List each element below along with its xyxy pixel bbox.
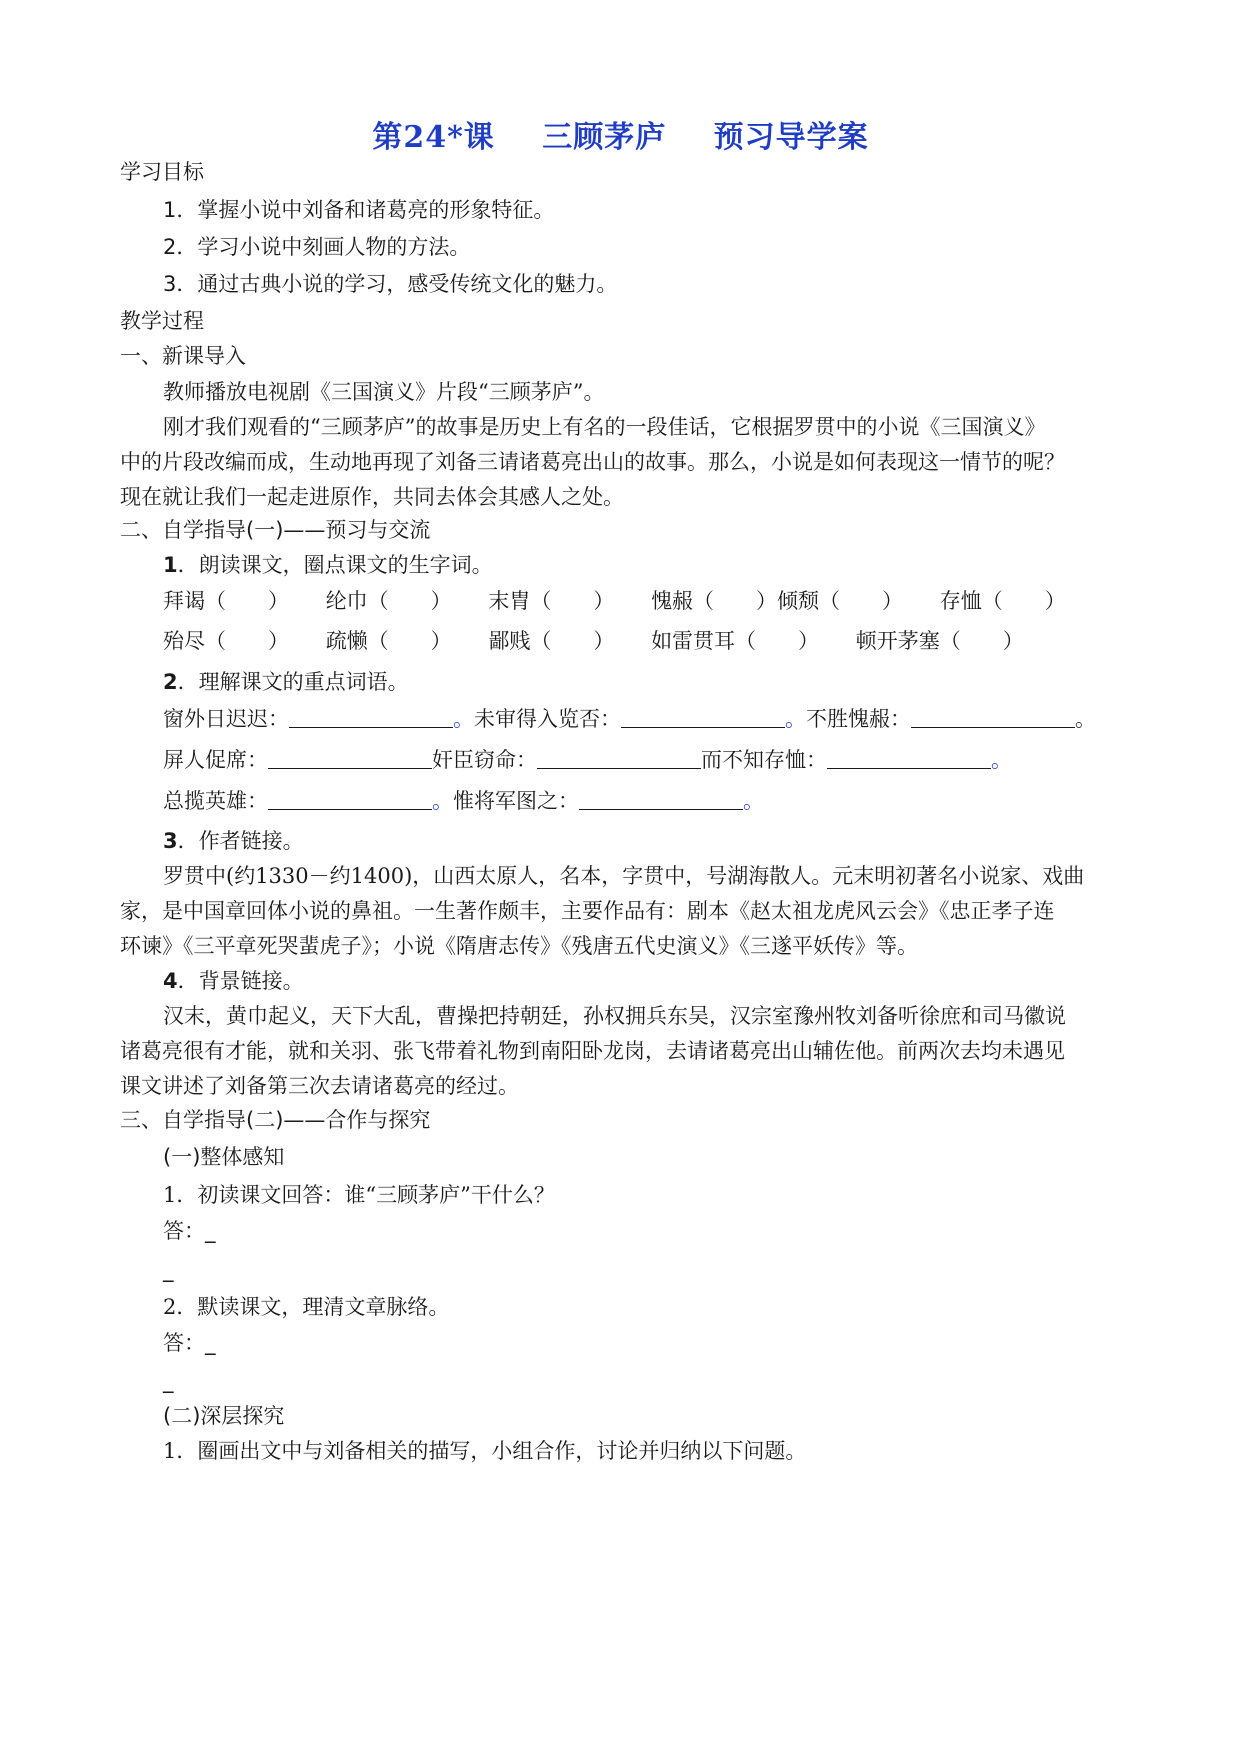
section2-question-4 (163, 967, 304, 995)
term-label: 不胜愧赧： (806, 707, 911, 731)
term-label: 未审得入览否： (474, 707, 621, 731)
section3-heading: 三、自学指导(二)——合作与探究 (120, 1108, 431, 1132)
vocab-item: 愧赧（ ）倾颓（ ） (651, 589, 904, 613)
question-number: 4 (163, 969, 178, 993)
answer-label-2[interactable]: 答：_ (163, 1331, 216, 1355)
section1-paragraph-2-line-3: 现在就让我们一起走进原作，共同去体会其感人之处。 (120, 485, 624, 509)
term-end: 。 (743, 789, 764, 813)
term-label: 窗外日迟迟： (163, 707, 289, 731)
background-line-3: 课文讲述了刘备第三次去请诸葛亮的经过。 (120, 1074, 519, 1098)
question-text: ．作者链接。 (177, 829, 304, 853)
vocab-item: 鄙贱（ ） (488, 629, 615, 653)
vocab-item: 拜谒（ ） (163, 589, 289, 613)
term-label: 而不知存恤： (701, 748, 827, 772)
subsection-overall: (一)整体感知 (163, 1145, 285, 1169)
section1-paragraph-1: 教师播放电视剧《三国演义》片段“三顾茅庐”。 (163, 380, 605, 404)
answer-blank[interactable] (289, 705, 453, 728)
goal-item-1: 1．掌握小说中刘备和诸葛亮的形象特征。 (163, 198, 555, 222)
term-label: 总揽英雄： (163, 789, 268, 813)
title-lesson: 第24*课 (372, 120, 495, 155)
answer-blank[interactable] (537, 746, 701, 769)
section1-heading: 一、新课导入 (120, 344, 246, 368)
section1-paragraph-2-line-1: 刚才我们观看的“三顾茅庐”的故事是历史上有名的一段佳话，它根据罗贯中的小说《三国演义》 (163, 415, 1046, 439)
section2-question-1 (163, 551, 493, 579)
answer-blank[interactable] (268, 787, 432, 810)
goals-heading: 学习目标 (120, 160, 204, 184)
term-end: 。 (453, 707, 474, 731)
section2-question-3 (163, 827, 304, 855)
term-end: 。 (1075, 707, 1096, 731)
term-end: 。 (432, 789, 453, 813)
terms-row-2 (163, 746, 1012, 774)
goal-item-3: 3．通过古典小说的学习，感受传统文化的魅力。 (163, 272, 618, 296)
process-heading: 教学过程 (120, 309, 204, 333)
title-name: 三顾茅庐 (542, 120, 667, 155)
term-label: 惟将军图之： (453, 789, 579, 813)
vocab-item: 疏懒（ ） (325, 629, 452, 653)
section3-question-1: 1．初读课文回答：谁“三顾茅庐”干什么？ (163, 1183, 555, 1207)
goal-item-2: 2．学习小说中刻画人物的方法。 (163, 235, 471, 259)
answer-blank[interactable] (268, 746, 432, 769)
terms-row-3 (163, 787, 764, 815)
question-text: ．朗读课文，圈点课文的生字词。 (177, 553, 493, 577)
vocab-item: 顿开茅塞（ ） (855, 629, 1024, 653)
answer-continuation-2: _ (163, 1369, 174, 1393)
vocab-item: 如雷贯耳（ ） (651, 629, 820, 653)
question-number: 3 (163, 829, 178, 853)
author-line-3: 环谏》《三平章死哭蜚虎子》；小说《隋唐志传》《残唐五代史演义》《三遂平妖传》等。 (120, 934, 918, 958)
vocab-row-1 (163, 587, 1096, 615)
answer-blank[interactable] (579, 787, 743, 810)
subsection-deep: (二)深层探究 (163, 1404, 285, 1428)
answer-blank[interactable] (911, 705, 1075, 728)
question-text: ．背景链接。 (177, 969, 304, 993)
term-end: 。 (785, 707, 806, 731)
author-line-1: 罗贯中(约1330－约1400)，山西太原人，名本，字贯中，号湖海散人。元末明初著名小说家、戏曲 (163, 864, 1085, 888)
term-end: 。 (991, 748, 1012, 772)
section2-question-2 (163, 668, 409, 696)
question-number: 1 (163, 553, 178, 577)
section1-paragraph-2-line-2: 中的片段改编而成，生动地再现了刘备三请诸葛亮出山的故事。那么，小说是如何表现这一情节的呢？ (120, 450, 1065, 474)
vocab-item: 末胄（ ） (488, 589, 615, 613)
section3-question-2: 2．默读课文，理清文章脉络。 (163, 1295, 450, 1319)
question-number: 2 (163, 670, 178, 694)
author-line-2: 家，是中国章回体小说的鼻祖。一生著作颇丰，主要作品有：剧本《赵太祖龙虎风云会》《忠正孝子连 (120, 899, 1055, 923)
vocab-row-2 (163, 627, 1054, 655)
question-text: ．理解课文的重点词语。 (177, 670, 409, 694)
section2-heading: 二、自学指导(一)——预习与交流 (120, 518, 431, 542)
vocab-item: 殆尽（ ） (163, 629, 289, 653)
title-type: 预习导学案 (713, 120, 869, 155)
vocab-item: 纶巾（ ） (325, 589, 452, 613)
term-label: 奸臣窃命： (432, 748, 537, 772)
background-line-1: 汉末，黄巾起义，天下大乱，曹操把持朝廷，孙权拥兵东吴，汉宗室豫州牧刘备听徐庶和司马徽说 (163, 1004, 1066, 1028)
term-label: 屏人促席： (163, 748, 268, 772)
answer-label-1[interactable]: 答：_ (163, 1219, 216, 1243)
answer-blank[interactable] (621, 705, 785, 728)
background-line-2: 诸葛亮很有才能，就和关羽、张飞带着礼物到南阳卧龙岗，去请诸葛亮出山辅佐他。前两次去均未遇见 (120, 1039, 1065, 1063)
vocab-item: 存恤（ ） (939, 589, 1066, 613)
page-title (0, 112, 1241, 156)
terms-row-1 (163, 705, 1096, 733)
answer-blank[interactable] (827, 746, 991, 769)
answer-continuation-1: _ (163, 1258, 174, 1282)
section3-question-3: 1．圈画出文中与刘备相关的描写，小组合作，讨论并归纳以下问题。 (163, 1439, 807, 1463)
